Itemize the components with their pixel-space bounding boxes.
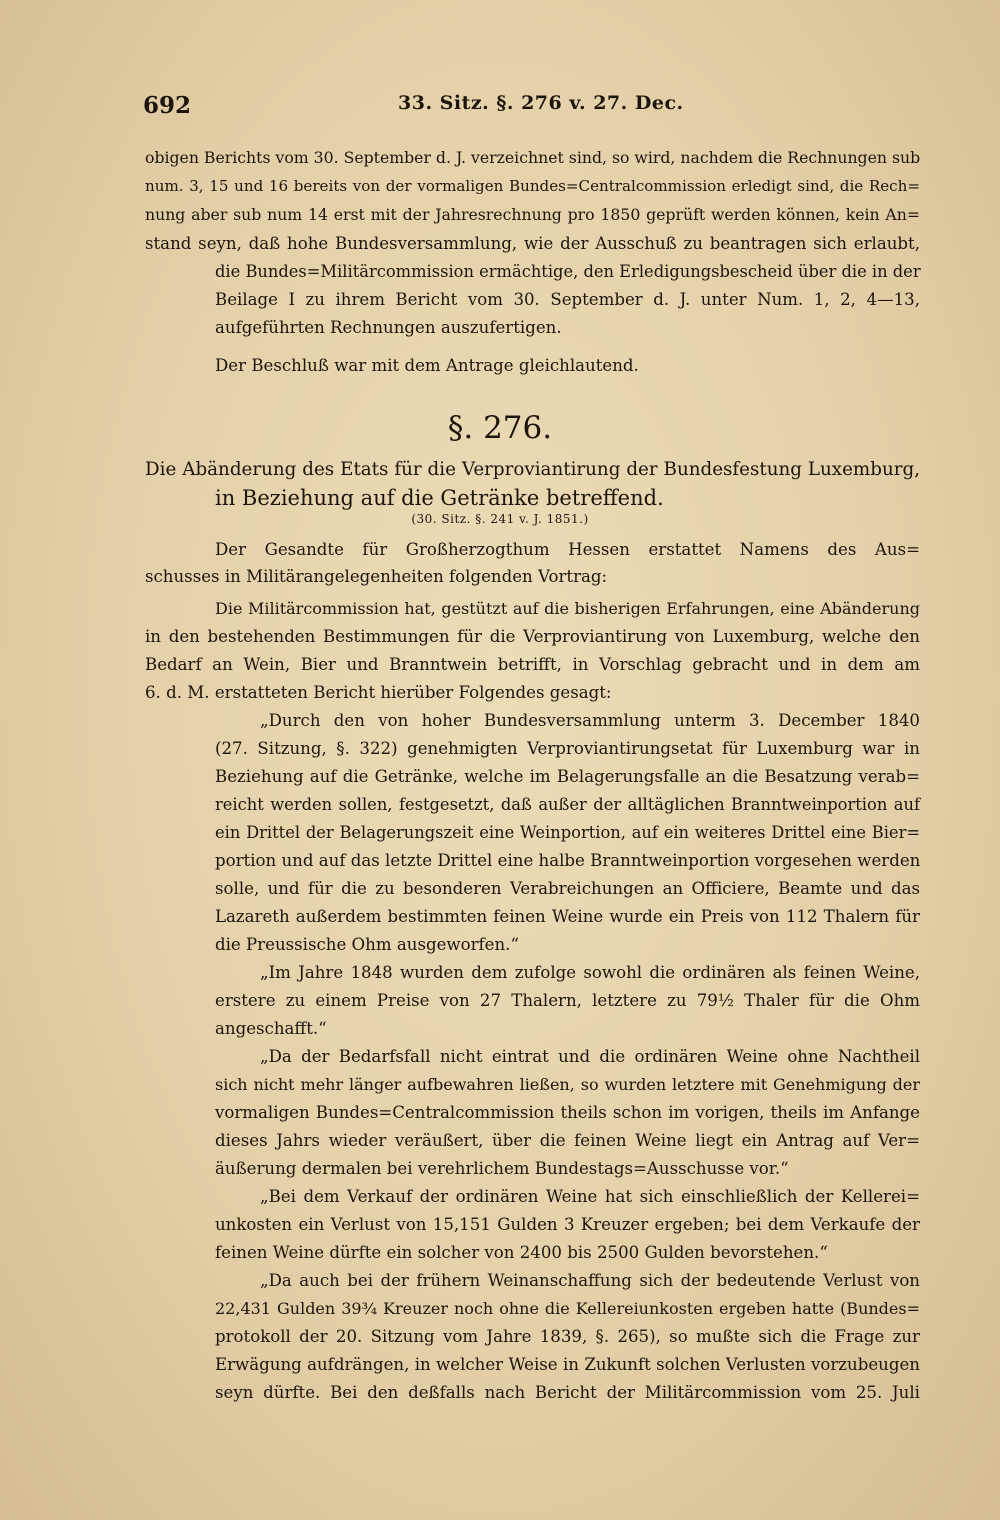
text-line: stand seyn, daß hohe Bundesversammlung, wie der Ausschuß zu beantragen sich erlaubt, [145, 234, 920, 253]
text-line: in den bestehenden Bestimmungen für die Verproviantirung von Luxemburg, welche den [145, 627, 920, 646]
text-line: Lazareth außerdem bestimmten feinen Weine wurde ein Preis von 112 Thalern für [215, 907, 920, 926]
text-line: nung aber sub num 14 erst mit der Jahresrechnung pro 1850 geprüft werden können, kein An= [145, 205, 920, 224]
section-reference: (30. Sitz. §. 241 v. J. 1851.) [411, 512, 589, 526]
text-line: „Bei dem Verkauf der ordinären Weine hat sich einschließlich der Kellerei= [260, 1187, 920, 1206]
text-line: „Im Jahre 1848 wurden dem zufolge sowohl die ordinären als feinen Weine, [260, 963, 920, 982]
text-line: (27. Sitzung, §. 322) genehmigten Verproviantirungsetat für Luxemburg war in [215, 739, 920, 758]
section-title-line: in Beziehung auf die Getränke betreffend. [215, 486, 664, 510]
text-line: Beziehung auf die Getränke, welche im Belagerungsfalle an die Besatzung verab= [215, 767, 920, 786]
text-line: vormaligen Bundes=Centralcommission theils schon im vorigen, theils im Anfange [215, 1103, 920, 1122]
text-line: portion und auf das letzte Drittel eine halbe Branntweinportion vorgesehen werden [215, 851, 921, 870]
text-line: reicht werden sollen, festgesetzt, daß außer der alltäglichen Branntweinportion auf [215, 795, 920, 814]
text-line: obigen Berichts vom 30. September d. J. verzeichnet sind, so wird, nachdem die Rechnungen sub [145, 148, 921, 167]
text-line: „Da der Bedarfsfall nicht eintrat und die ordinären Weine ohne Nachtheil [260, 1047, 920, 1066]
text-line: unkosten ein Verlust von 15,151 Gulden 3 Kreuzer ergeben; bei dem Verkaufe der [215, 1215, 920, 1234]
section-number: §. 276. [447, 410, 553, 446]
text-line: protokoll der 20. Sitzung vom Jahre 1839, §. 265), so mußte sich die Frage zur [215, 1327, 920, 1346]
text-line: aufgeführten Rechnungen auszufertigen. [215, 318, 562, 337]
text-line: sich nicht mehr länger aufbewahren ließen, so wurden letztere mit Genehmigung der [215, 1075, 920, 1094]
page-header [143, 92, 923, 126]
running-title: 33. Sitz. §. 276 v. 27. Dec. [398, 92, 684, 114]
text-line: die Preussische Ohm ausgeworfen.“ [215, 935, 519, 954]
text-line: Der Gesandte für Großherzogthum Hessen erstattet Namens des Aus= [215, 540, 920, 559]
text-line: „Da auch bei der frühern Weinanschaffung sich der bedeutende Verlust von [260, 1271, 920, 1290]
text-line: dieses Jahrs wieder veräußert, über die feinen Weine liegt ein Antrag auf Ver= [215, 1131, 920, 1150]
text-line: Beilage I zu ihrem Bericht vom 30. September d. J. unter Num. 1, 2, 4—13, [215, 290, 920, 309]
text-line: äußerung dermalen bei verehrlichem Bundestags=Ausschusse vor.“ [215, 1159, 789, 1178]
text-line: seyn dürfte. Bei den deßfalls nach Bericht der Militärcommission vom 25. Juli [215, 1383, 920, 1402]
section-title-line: Die Abänderung des Etats für die Verproviantirung der Bundesfestung Luxemburg, [145, 459, 920, 480]
text-line: „Durch den von hoher Bundesversammlung unterm 3. December 1840 [260, 711, 920, 730]
text-line: 22,431 Gulden 39¾ Kreuzer noch ohne die Kellereiunkosten ergeben hatte (Bundes= [215, 1299, 920, 1318]
text-line: Die Militärcommission hat, gestützt auf die bisherigen Erfahrungen, eine Abänderung [215, 599, 920, 618]
text-line: solle, und für die zu besonderen Verabreichungen an Officiere, Beamte und das [215, 879, 920, 898]
page-number: 692 [143, 92, 192, 119]
text-line: angeschafft.“ [215, 1019, 327, 1038]
text-line: ein Drittel der Belagerungszeit eine Weinportion, auf ein weiteres Drittel eine Bier= [215, 823, 920, 842]
text-line: num. 3, 15 und 16 bereits von der vormaligen Bundes=Centralcommission erledigt sind, die Rech= [145, 177, 920, 195]
text-line: die Bundes=Militärcommission ermächtige, den Erledigungsbescheid über die in der [215, 262, 921, 281]
text-line: feinen Weine dürfte ein solcher von 2400 bis 2500 Gulden bevorstehen.“ [215, 1243, 828, 1262]
resolution-text: Der Beschluß war mit dem Antrage gleichlautend. [215, 356, 639, 375]
text-line: erstere zu einem Preise von 27 Thalern, letztere zu 79½ Thaler für die Ohm [215, 991, 920, 1010]
text-line: 6. d. M. erstatteten Bericht hierüber Folgendes gesagt: [145, 683, 612, 702]
text-line: schusses in Militärangelegenheiten folgenden Vortrag: [145, 567, 608, 586]
text-line: Erwägung aufdrängen, in welcher Weise in Zukunft solchen Verlusten vorzubeugen [215, 1355, 920, 1374]
text-line: Bedarf an Wein, Bier und Branntwein betrifft, in Vorschlag gebracht und in dem am [145, 655, 920, 674]
